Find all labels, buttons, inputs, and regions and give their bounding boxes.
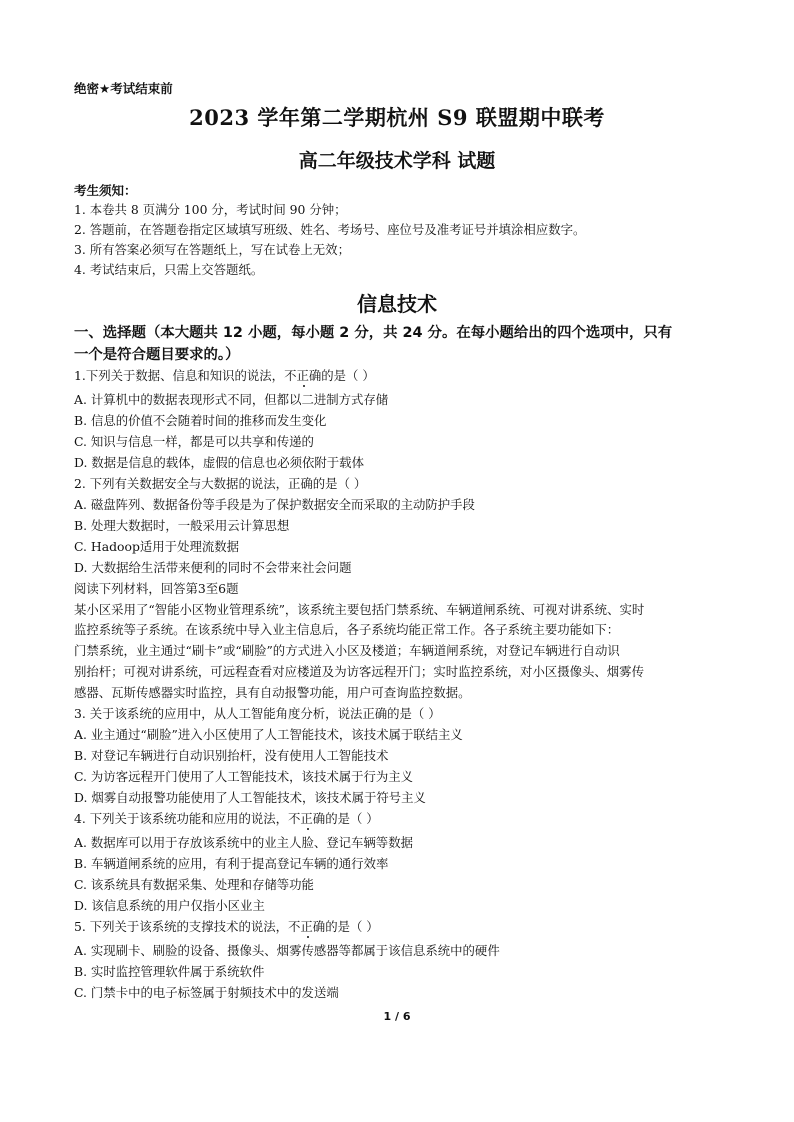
question-1-option-a: A. 计算机中的数据表现形式不同，但都以二进制方式存储 bbox=[74, 392, 389, 407]
page-number: 1 / 6 bbox=[383, 1010, 411, 1023]
question-1-stem bbox=[74, 366, 724, 386]
question-5-option-a: A. 实现刷卡、刷脸的设备、摄像头、烟雾传感器等都属于该信息系统中的硬件 bbox=[74, 943, 500, 958]
section-title: 信息技术 bbox=[357, 292, 437, 316]
question-2-stem: 2. 下列有关数据安全与大数据的说法，正确的是（ ） bbox=[74, 476, 367, 491]
question-3-stem: 3. 关于该系统的应用中，从人工智能角度分析，说法正确的是（ ） bbox=[74, 706, 441, 721]
material-intro: 阅读下列材料，回答第3至6题 bbox=[74, 581, 239, 596]
mcq-instructions-line2: 一个是符合题目要求的。） bbox=[74, 347, 240, 363]
notice-item: 4. 考试结束后，只需上交答题纸。 bbox=[74, 262, 264, 277]
question-4-stem bbox=[74, 809, 724, 829]
question-5-stem bbox=[74, 917, 724, 937]
material-line: 感器、瓦斯传感器实时监控，具有自动报警功能，用户可查询监控数据。 bbox=[74, 685, 471, 700]
question-2-option-a: A. 磁盘阵列、数据备份等手段是为了保护数据安全而采取的主动防护手段 bbox=[74, 497, 475, 512]
question-4-option-d: D. 该信息系统的用户仅指小区业主 bbox=[74, 898, 265, 913]
notice-heading: 考生须知： bbox=[74, 183, 137, 198]
question-1-option-d: D. 数据是信息的载体，虚假的信息也必须依附于载体 bbox=[74, 455, 364, 470]
stem-text: 的是（ ） bbox=[325, 811, 379, 826]
material-line: 监控系统等子系统。在该系统中导入业主信息后，各子系统均能正常工作。各子系统主要功能如下： bbox=[74, 622, 620, 637]
notice-item: 1. 本卷共 8 页满分 100 分，考试时间 90 分钟； bbox=[74, 202, 347, 217]
emphasis-text: 不正确 bbox=[284, 368, 322, 383]
stem-text: 的是（ ） bbox=[321, 368, 375, 383]
stem-text: 4. 下列关于该系统功能和应用的说法， bbox=[74, 811, 289, 826]
question-4-option-a: A. 数据库可以用于存放该系统中的业主人脸、登记车辆等数据 bbox=[74, 835, 413, 850]
exam-subtitle: 高二年级技术学科 试题 bbox=[298, 150, 496, 172]
emphasis-text: 不正确 bbox=[288, 919, 326, 934]
question-4-option-b: B. 车辆道闸系统的应用，有利于提高登记车辆的通行效率 bbox=[74, 856, 389, 871]
question-1-option-b: B. 信息的价值不会随着时间的推移而发生变化 bbox=[74, 413, 327, 428]
question-2-option-d: D. 大数据给生活带来便利的同时不会带来社会问题 bbox=[74, 560, 352, 575]
question-3-option-d: D. 烟雾自动报警功能使用了人工智能技术，该技术属于符号主义 bbox=[74, 790, 426, 805]
material-line: 别抬杆；可视对讲系统，可远程查看对应楼道及为访客远程开门；实时监控系统，对小区摄像头、烟雾传 bbox=[74, 664, 644, 679]
exam-title: 2023 学年第二学期杭州 S9 联盟期中联考 bbox=[189, 105, 605, 130]
question-2-option-b: B. 处理大数据时，一般采用云计算思想 bbox=[74, 518, 290, 533]
question-5-option-c: C. 门禁卡中的电子标签属于射频技术中的发送端 bbox=[74, 985, 339, 1000]
material-line: 某小区采用了“智能小区物业管理系统”，该系统主要包括门禁系统、车辆道闸系统、可视对讲系统、实时 bbox=[74, 602, 645, 617]
notice-item: 2. 答题前，在答题卷指定区域填写班级、姓名、考场号、座位号及准考证号并填涂相应数字。 bbox=[74, 222, 586, 237]
question-5-option-b: B. 实时监控管理软件属于系统软件 bbox=[74, 964, 265, 979]
mcq-instructions-line1: 一、选择题（本大题共 12 小题，每小题 2 分，共 24 分。在每小题给出的四个选项中，只有 bbox=[74, 325, 673, 341]
material-line: 门禁系统，业主通过“刷卡”或“刷脸”的方式进入小区及楼道；车辆道闸系统，对登记车辆进行自动识 bbox=[74, 643, 620, 658]
notice-item: 3. 所有答案必须写在答题纸上，写在试卷上无效； bbox=[74, 242, 350, 257]
emphasis-text: 不正确 bbox=[288, 811, 326, 826]
question-4-option-c: C. 该系统具有数据采集、处理和存储等功能 bbox=[74, 877, 314, 892]
question-3-option-b: B. 对登记车辆进行自动识别抬杆，没有使用人工智能技术 bbox=[74, 748, 389, 763]
stem-text: 5. 下列关于该系统的支撑技术的说法， bbox=[74, 919, 289, 934]
confidential-mark: 绝密★考试结束前 bbox=[74, 81, 173, 96]
question-3-option-c: C. 为访客远程开门使用了人工智能技术，该技术属于行为主义 bbox=[74, 769, 414, 784]
stem-text: 1.下列关于数据、信息和知识的说法， bbox=[74, 368, 285, 383]
question-2-option-c: C. Hadoop适用于处理流数据 bbox=[74, 539, 240, 554]
question-3-option-a: A. 业主通过“刷脸”进入小区使用了人工智能技术，该技术属于联结主义 bbox=[74, 727, 463, 742]
stem-text: 的是（ ） bbox=[325, 919, 379, 934]
question-1-option-c: C. 知识与信息一样，都是可以共享和传递的 bbox=[74, 434, 314, 449]
